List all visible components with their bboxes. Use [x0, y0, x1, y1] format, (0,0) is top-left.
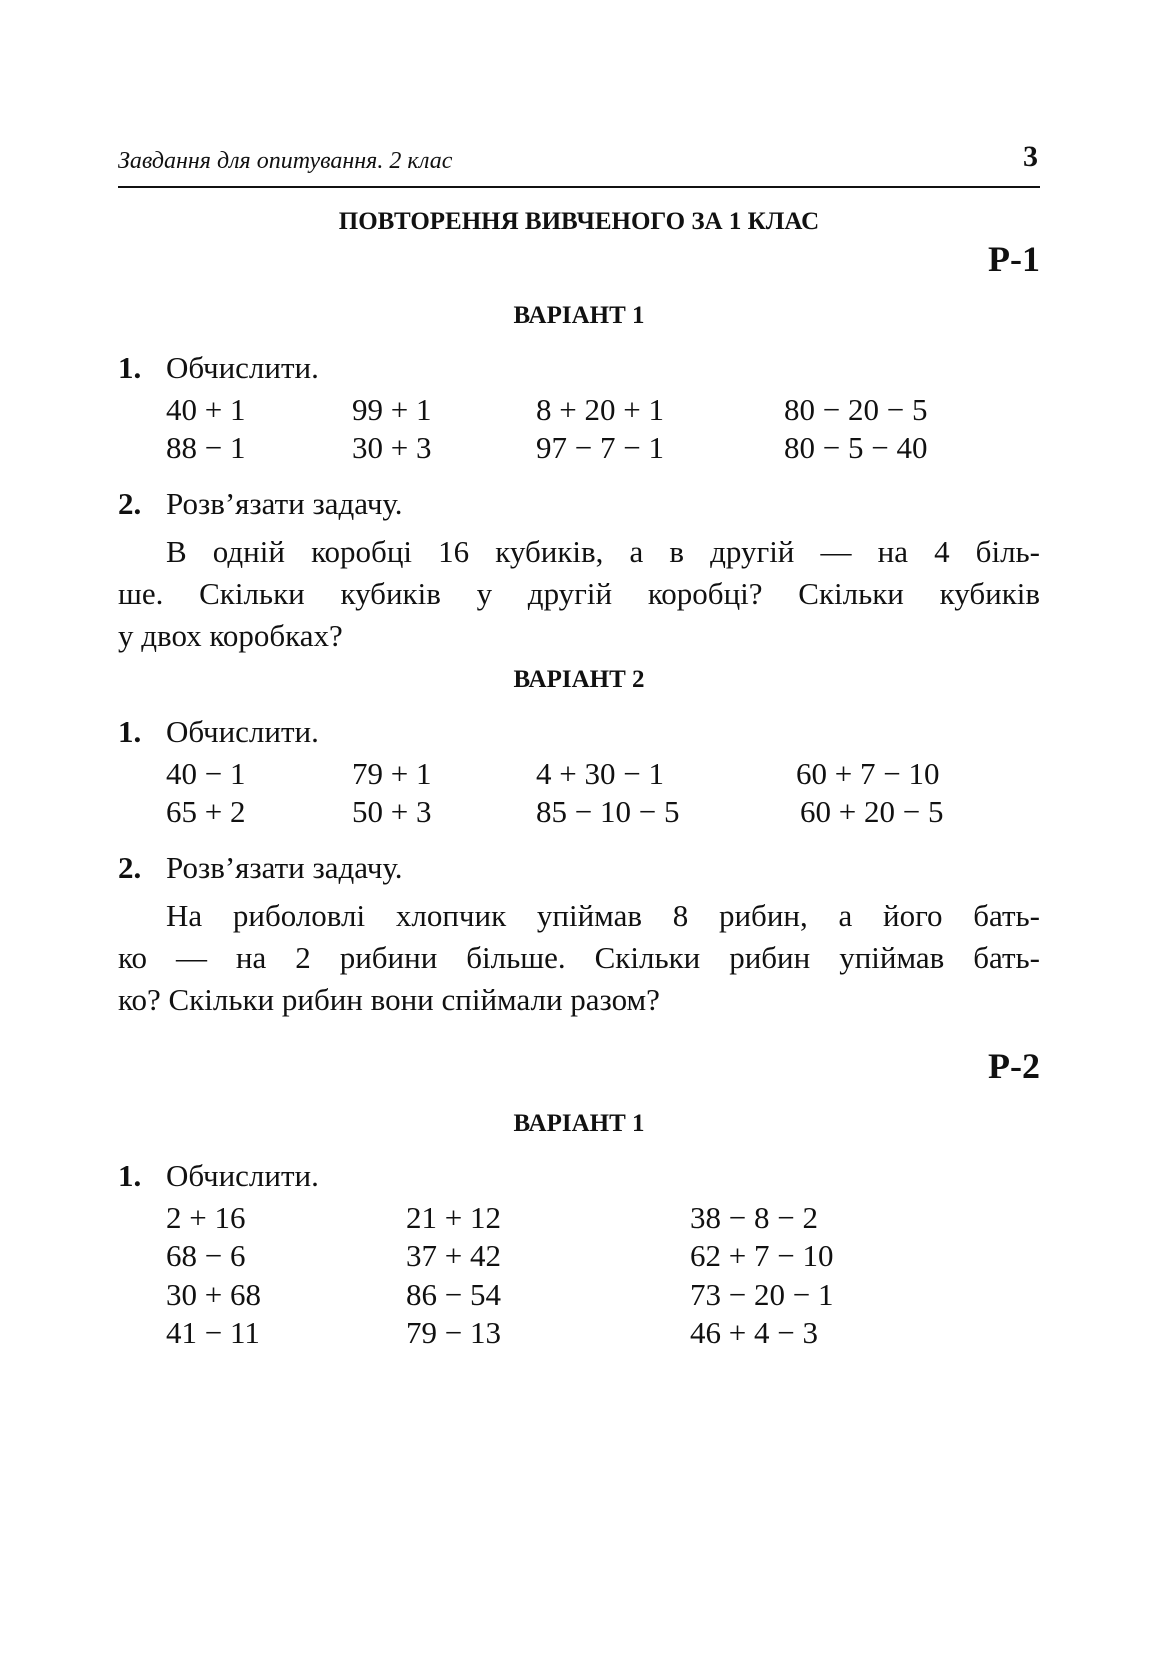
- word-problem: [118, 531, 1040, 657]
- task-label: Обчислити.: [166, 350, 319, 385]
- expression: 41 − 11: [166, 1315, 260, 1350]
- page-number: 3: [1023, 140, 1038, 173]
- problem-line: у двох коробках?: [118, 618, 343, 653]
- task-number: 1.: [118, 1158, 142, 1193]
- problem-line: ко? Скільки рибин вони спіймали разом?: [118, 982, 660, 1017]
- problem-line: ше. Скільки кубиків у другій коробці? Скільки кубиків: [118, 576, 1040, 611]
- variant-title: ВАРІАНТ 2: [513, 666, 645, 693]
- task-number: 2.: [118, 850, 142, 885]
- task-label: Обчислити.: [166, 1158, 319, 1193]
- expression: 88 − 1: [166, 430, 246, 465]
- expression: 73 − 20 − 1: [690, 1277, 834, 1312]
- expression: 40 − 1: [166, 756, 246, 791]
- variant-title: ВАРІАНТ 1: [513, 302, 645, 329]
- expression: 85 − 10 − 5: [536, 794, 680, 829]
- expression: 97 − 7 − 1: [536, 430, 664, 465]
- expression: 21 + 12: [406, 1200, 501, 1235]
- expression: 62 + 7 − 10: [690, 1238, 834, 1273]
- expression: 60 + 7 − 10: [796, 756, 940, 791]
- task-label: Розв’язати задачу.: [166, 850, 403, 885]
- problem-line: В одній коробці 16 кубиків, а в другій — на 4 біль-: [166, 534, 1040, 569]
- running-head: [118, 140, 1040, 188]
- task-number: 1.: [118, 714, 142, 749]
- expression: 79 − 13: [406, 1315, 501, 1350]
- expression: 80 − 5 − 40: [784, 430, 928, 465]
- expression: 46 + 4 − 3: [690, 1315, 818, 1350]
- task-number: 1.: [118, 350, 142, 385]
- expression: 30 + 68: [166, 1277, 261, 1312]
- expression: 65 + 2: [166, 794, 246, 829]
- expression: 80 − 20 − 5: [784, 392, 928, 427]
- expression: 2 + 16: [166, 1200, 246, 1235]
- expression: 8 + 20 + 1: [536, 392, 664, 427]
- section-title: ПОВТОРЕННЯ ВИВЧЕНОГО ЗА 1 КЛАС: [338, 208, 820, 235]
- expression: 4 + 30 − 1: [536, 756, 664, 791]
- task-2-heading: [118, 486, 403, 522]
- problem-line: ко — на 2 рибини більше. Скільки рибин упіймав бать-: [118, 940, 1040, 975]
- task-1-heading: [118, 350, 319, 386]
- block-code-p1: Р-1: [988, 239, 1040, 279]
- task-1-heading: [118, 714, 319, 750]
- expression: 86 − 54: [406, 1277, 501, 1312]
- expression: 60 + 20 − 5: [800, 794, 944, 829]
- expression: 99 + 1: [352, 392, 432, 427]
- expression: 79 + 1: [352, 756, 432, 791]
- variant-title: ВАРІАНТ 1: [513, 1110, 645, 1137]
- task-label: Розв’язати задачу.: [166, 486, 403, 521]
- block-code-p2: Р-2: [988, 1046, 1040, 1086]
- expression: 40 + 1: [166, 392, 246, 427]
- expression: 37 + 42: [406, 1238, 501, 1273]
- word-problem: [118, 895, 1040, 1021]
- problem-line: На риболовлі хлопчик упіймав 8 рибин, а його бать-: [166, 898, 1040, 933]
- task-number: 2.: [118, 486, 142, 521]
- expression: 50 + 3: [352, 794, 432, 829]
- textbook-page: [118, 0, 1040, 1654]
- task-label: Обчислити.: [166, 714, 319, 749]
- running-title: Завдання для опитування. 2 клас: [118, 148, 453, 174]
- task-1-heading: [118, 1158, 319, 1194]
- task-2-heading: [118, 850, 403, 886]
- expression: 38 − 8 − 2: [690, 1200, 818, 1235]
- expression: 30 + 3: [352, 430, 432, 465]
- expression: 68 − 6: [166, 1238, 246, 1273]
